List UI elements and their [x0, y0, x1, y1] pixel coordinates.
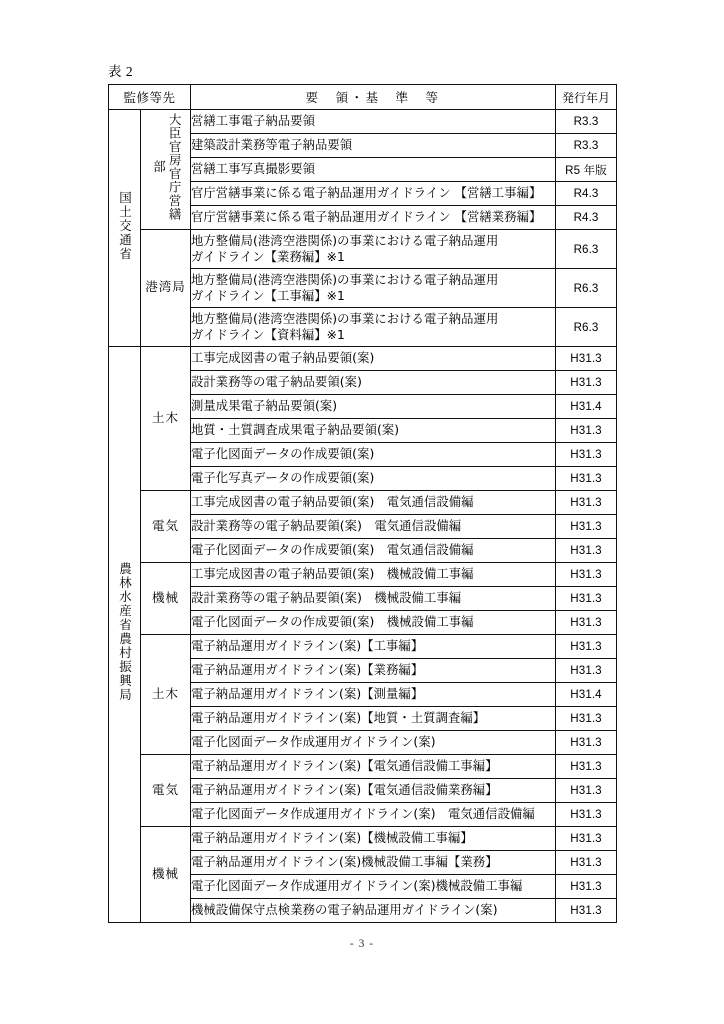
- department-label: 機械: [152, 866, 180, 881]
- standard-title-cell: 工事完成図書の電子納品要領(案) 電気通信設備編: [191, 491, 556, 515]
- standard-title-cell: 営繕工事電子納品要領: [191, 110, 556, 134]
- standard-title-cell: 官庁営繕事業に係る電子納品運用ガイドライン 【営繕業務編】: [191, 206, 556, 230]
- table-row: [109, 635, 617, 659]
- header-row: [109, 85, 617, 110]
- standard-title-cell: 電子納品運用ガイドライン(案)【工事編】: [191, 635, 556, 659]
- department-cell: [141, 827, 191, 923]
- department-label: 土木: [152, 410, 180, 425]
- issue-date-cell: H31.3: [556, 779, 617, 803]
- standard-title-cell: 電子化写真データの作成要領(案): [191, 467, 556, 491]
- department-cell: [141, 635, 191, 755]
- column-header-supervisor: 監修等先: [109, 85, 191, 110]
- issue-date-cell: H31.3: [556, 419, 617, 443]
- department-cell: [141, 563, 191, 635]
- department-cell: [141, 230, 191, 347]
- standards-table: [108, 84, 617, 923]
- department-label: 大臣官房官庁営繕部: [151, 113, 182, 221]
- issue-date-cell: H31.3: [556, 515, 617, 539]
- standard-title-cell: [191, 308, 556, 347]
- standard-title-cell: 電子納品運用ガイドライン(案)【地質・土質調査編】: [191, 707, 556, 731]
- issue-date-cell: R4.3: [556, 206, 617, 230]
- issue-date-cell: H31.3: [556, 491, 617, 515]
- standard-title-cell: [191, 269, 556, 308]
- standard-title-cell: 設計業務等の電子納品要領(案) 電気通信設備編: [191, 515, 556, 539]
- issue-date-cell: H31.3: [556, 443, 617, 467]
- standard-title-cell: 電子納品運用ガイドライン(案)【電気通信設備工事編】: [191, 755, 556, 779]
- issue-date-cell: H31.3: [556, 347, 617, 371]
- department-label: 港湾局: [145, 280, 186, 295]
- standard-title-cell: 工事完成図書の電子納品要領(案) 機械設備工事編: [191, 563, 556, 587]
- standard-title-line: ガイドライン【資料編】※1: [191, 328, 345, 342]
- standard-title-cell: 電子納品運用ガイドライン(案)【機械設備工事編】: [191, 827, 556, 851]
- table-row: [109, 563, 617, 587]
- column-header-title: 要 領・基 準 等: [191, 85, 556, 110]
- standard-title-cell: 設計業務等の電子納品要領(案): [191, 371, 556, 395]
- standard-title-line: ガイドライン【業務編】※1: [191, 250, 345, 264]
- standard-title-cell: 地質・土質調査成果電子納品要領(案): [191, 419, 556, 443]
- standard-title-cell: 電子化図面データの作成要領(案) 電気通信設備編: [191, 539, 556, 563]
- standard-title-cell: 電子化図面データの作成要領(案) 機械設備工事編: [191, 611, 556, 635]
- department-cell: [141, 755, 191, 827]
- department-label: 土木: [152, 686, 180, 701]
- standard-title-line: 地方整備局(港湾空港関係)の事業における電子納品運用: [191, 311, 499, 326]
- issue-date-cell: H31.3: [556, 467, 617, 491]
- standard-title-cell: 電子化図面データ作成運用ガイドライン(案) 電気通信設備編: [191, 803, 556, 827]
- organization-cell: [109, 347, 141, 923]
- issue-date-cell: H31.3: [556, 803, 617, 827]
- organization-label: 農林水産省農村振興局: [117, 562, 132, 702]
- issue-date-cell: H31.4: [556, 683, 617, 707]
- table-caption: 表 2: [108, 64, 134, 79]
- issue-date-cell: H31.3: [556, 371, 617, 395]
- issue-date-cell: H31.3: [556, 899, 617, 923]
- issue-date-cell: H31.3: [556, 587, 617, 611]
- department-cell: [141, 491, 191, 563]
- standard-title-cell: 電子納品運用ガイドライン(案)【測量編】: [191, 683, 556, 707]
- standard-title-cell: 機械設備保守点検業務の電子納品運用ガイドライン(案): [191, 899, 556, 923]
- issue-date-cell: H31.3: [556, 563, 617, 587]
- issue-date-cell: H31.4: [556, 395, 617, 419]
- table-row: [109, 755, 617, 779]
- issue-date-cell: R6.3: [556, 230, 617, 269]
- issue-date-cell: H31.3: [556, 875, 617, 899]
- standard-title-cell: [191, 230, 556, 269]
- issue-date-cell: H31.3: [556, 707, 617, 731]
- standard-title-line: 地方整備局(港湾空港関係)の事業における電子納品運用: [191, 272, 499, 287]
- table-header: [109, 85, 617, 110]
- standard-title-cell: 測量成果電子納品要領(案): [191, 395, 556, 419]
- issue-date-cell: R5 年版: [556, 158, 617, 182]
- table-row: [109, 347, 617, 371]
- issue-date-cell: R6.3: [556, 308, 617, 347]
- standard-title-cell: 営繕工事写真撮影要領: [191, 158, 556, 182]
- table-row: [109, 110, 617, 134]
- standard-title-cell: 電子納品運用ガイドライン(案)【電気通信設備業務編】: [191, 779, 556, 803]
- issue-date-cell: R3.3: [556, 134, 617, 158]
- department-cell: [141, 110, 191, 230]
- organization-cell: [109, 110, 141, 347]
- standard-title-cell: 建築設計業務等電子納品要領: [191, 134, 556, 158]
- department-label: 電気: [152, 782, 180, 797]
- standards-table-container: [108, 84, 616, 923]
- issue-date-cell: R3.3: [556, 110, 617, 134]
- issue-date-cell: H31.3: [556, 611, 617, 635]
- issue-date-cell: R4.3: [556, 182, 617, 206]
- standard-title-cell: 電子納品運用ガイドライン(案)【業務編】: [191, 659, 556, 683]
- standard-title-cell: 官庁営繕事業に係る電子納品運用ガイドライン 【営繕工事編】: [191, 182, 556, 206]
- standard-title-cell: 設計業務等の電子納品要領(案) 機械設備工事編: [191, 587, 556, 611]
- table-row: [109, 491, 617, 515]
- standard-title-cell: 電子化図面データ作成運用ガイドライン(案)機械設備工事編: [191, 875, 556, 899]
- issue-date-cell: R6.3: [556, 269, 617, 308]
- table-row: [109, 230, 617, 269]
- department-label: 電気: [152, 518, 180, 533]
- department-cell: [141, 347, 191, 491]
- issue-date-cell: H31.3: [556, 731, 617, 755]
- table-body: [109, 110, 617, 923]
- column-header-issue-date: 発行年月: [556, 85, 617, 110]
- issue-date-cell: H31.3: [556, 851, 617, 875]
- issue-date-cell: H31.3: [556, 659, 617, 683]
- standard-title-line: 地方整備局(港湾空港関係)の事業における電子納品運用: [191, 233, 499, 248]
- department-label: 機械: [152, 590, 180, 605]
- page-number: - 3 -: [349, 938, 375, 950]
- issue-date-cell: H31.3: [556, 827, 617, 851]
- standard-title-cell: 電子化図面データの作成要領(案): [191, 443, 556, 467]
- organization-label: 国土交通省: [117, 190, 132, 261]
- issue-date-cell: H31.3: [556, 755, 617, 779]
- standard-title-cell: 電子化図面データ作成運用ガイドライン(案): [191, 731, 556, 755]
- table-row: [109, 827, 617, 851]
- issue-date-cell: H31.3: [556, 539, 617, 563]
- standard-title-cell: 電子納品運用ガイドライン(案)機械設備工事編【業務】: [191, 851, 556, 875]
- issue-date-cell: H31.3: [556, 635, 617, 659]
- standard-title-line: ガイドライン【工事編】※1: [191, 289, 345, 303]
- standard-title-cell: 工事完成図書の電子納品要領(案): [191, 347, 556, 371]
